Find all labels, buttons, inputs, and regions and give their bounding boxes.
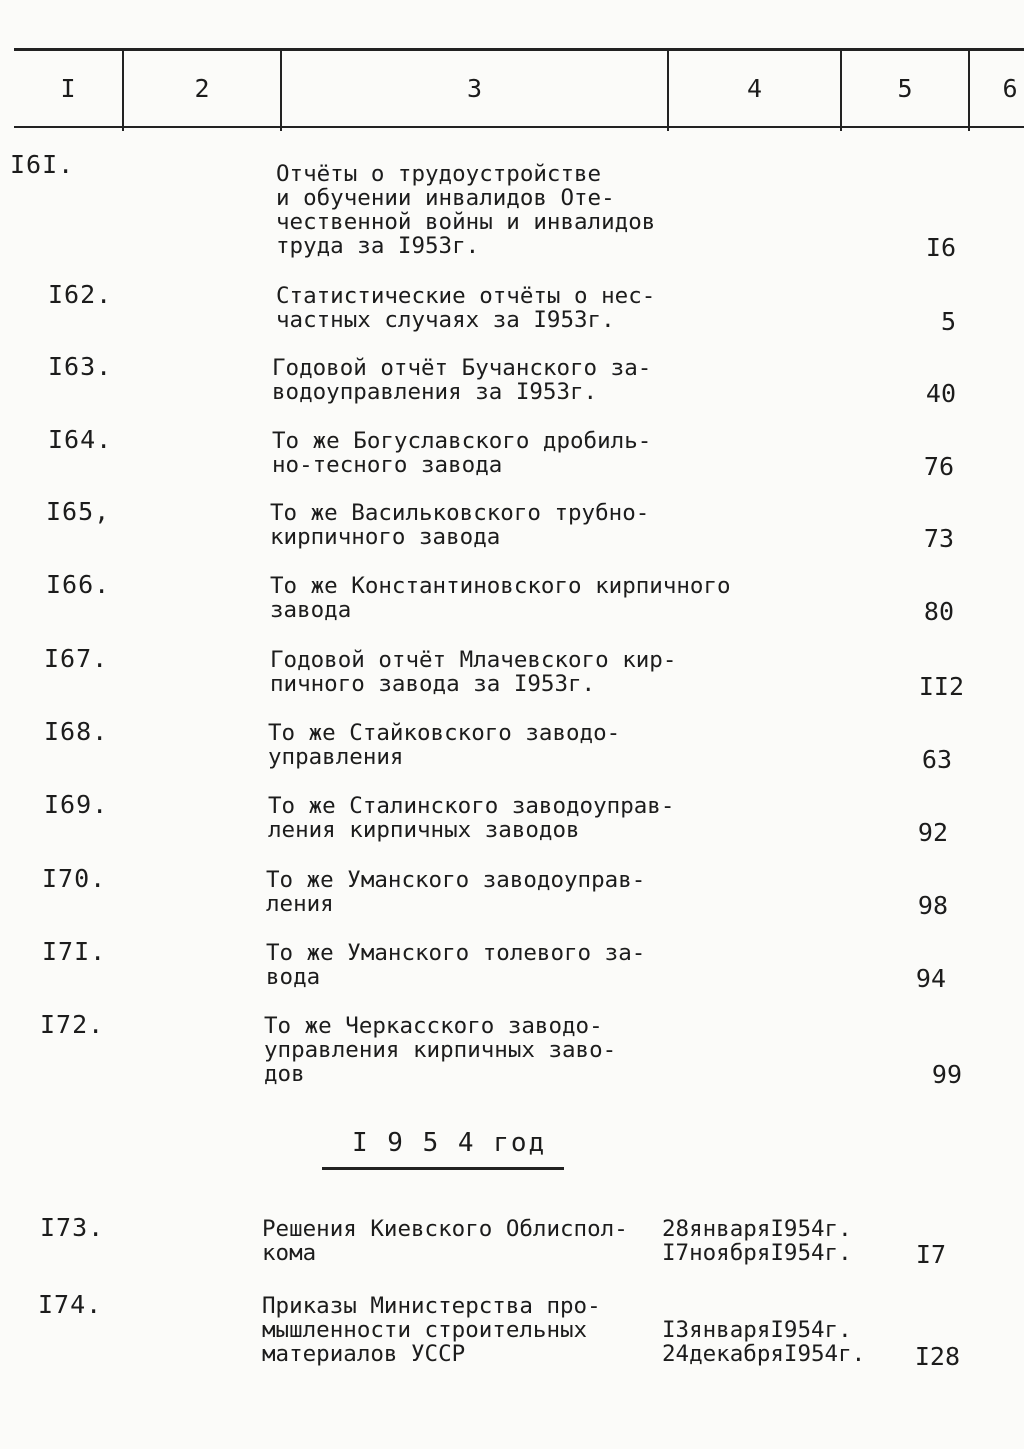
sheet-count: 99 — [931, 1060, 962, 1089]
item-title: То же Черкасского заводо- управления кирпичных заво- дов — [264, 1013, 617, 1087]
item-title: Статистические отчёты о нес- частных случаях за I953г. — [276, 283, 656, 333]
item-title: То же Константиновского кирпичного завода — [270, 573, 731, 623]
column-header-4: 4 — [746, 74, 763, 103]
sheet-count: 80 — [923, 597, 954, 626]
item-title: Решения Киевского Облиспол- кома — [262, 1216, 628, 1266]
item-number: I65, — [46, 497, 111, 526]
item-title: Годовой отчёт Бучанского за- водоуправления за I953г. — [272, 355, 652, 405]
column-header-5: 5 — [897, 74, 913, 103]
column-header-row — [0, 51, 1024, 126]
item-title: Отчёты о трудоустройстве и обучении инвалидов Оте- чественной войны и инвалидов труда за I953г. — [276, 161, 656, 259]
column-header-6: 6 — [1002, 74, 1018, 103]
item-title: Приказы Министерства про- мышленности строительных материалов УССР — [262, 1293, 601, 1367]
sheet-count: 5 — [940, 307, 956, 336]
item-number: I63. — [48, 352, 113, 381]
item-title: То же Стайковского заводо- управления — [268, 720, 621, 770]
sheet-count: II2 — [918, 672, 964, 701]
item-title: Годовой отчёт Млачевского кир- пичного завода за I953г. — [270, 647, 677, 697]
item-title: То же Васильковского трубно- кирпичного завода — [270, 500, 650, 550]
sheet-count: 98 — [917, 891, 948, 920]
item-number: I6I. — [10, 150, 75, 179]
item-number: I69. — [44, 790, 109, 819]
sheet-count: I6 — [925, 233, 956, 262]
item-number: I72. — [40, 1010, 105, 1039]
item-number: I62. — [48, 280, 113, 309]
item-title: То же Уманского толевого за- вода — [266, 940, 646, 990]
item-number: I67. — [44, 644, 109, 673]
date-range: 28январяI954г. I7ноябряI954г. — [662, 1216, 852, 1266]
item-title: То же Уманского заводоуправ- ления — [266, 867, 646, 917]
sheet-count: 63 — [921, 745, 952, 774]
year-underline — [322, 1167, 564, 1170]
sheet-count: 92 — [917, 818, 948, 847]
item-number: I66. — [46, 570, 111, 599]
year-heading: I 9 5 4 год — [352, 1128, 547, 1158]
sheet-count: I7 — [915, 1240, 946, 1269]
column-header-3: 3 — [466, 74, 483, 103]
column-header-1: I — [60, 74, 76, 103]
item-title: То же Богуславского дробиль- но-тесного завода — [272, 428, 652, 478]
item-number: I70. — [42, 864, 107, 893]
item-number: I73. — [40, 1213, 105, 1242]
sheet-count: I28 — [914, 1342, 960, 1371]
header-bottom-rule — [14, 126, 1024, 128]
sheet-count: 94 — [915, 964, 946, 993]
item-number: I74. — [38, 1290, 103, 1319]
item-number: I68. — [44, 717, 109, 746]
item-number: I7I. — [42, 937, 107, 966]
column-header-2: 2 — [194, 74, 210, 103]
sheet-count: 40 — [925, 379, 956, 408]
sheet-count: 76 — [923, 452, 954, 481]
sheet-count: 73 — [923, 524, 954, 553]
date-range: I3январяI954г. 24декабряI954г. — [662, 1317, 866, 1367]
item-number: I64. — [48, 425, 113, 454]
item-title: То же Сталинского заводоуправ- ления кирпичных заводов — [268, 793, 675, 843]
